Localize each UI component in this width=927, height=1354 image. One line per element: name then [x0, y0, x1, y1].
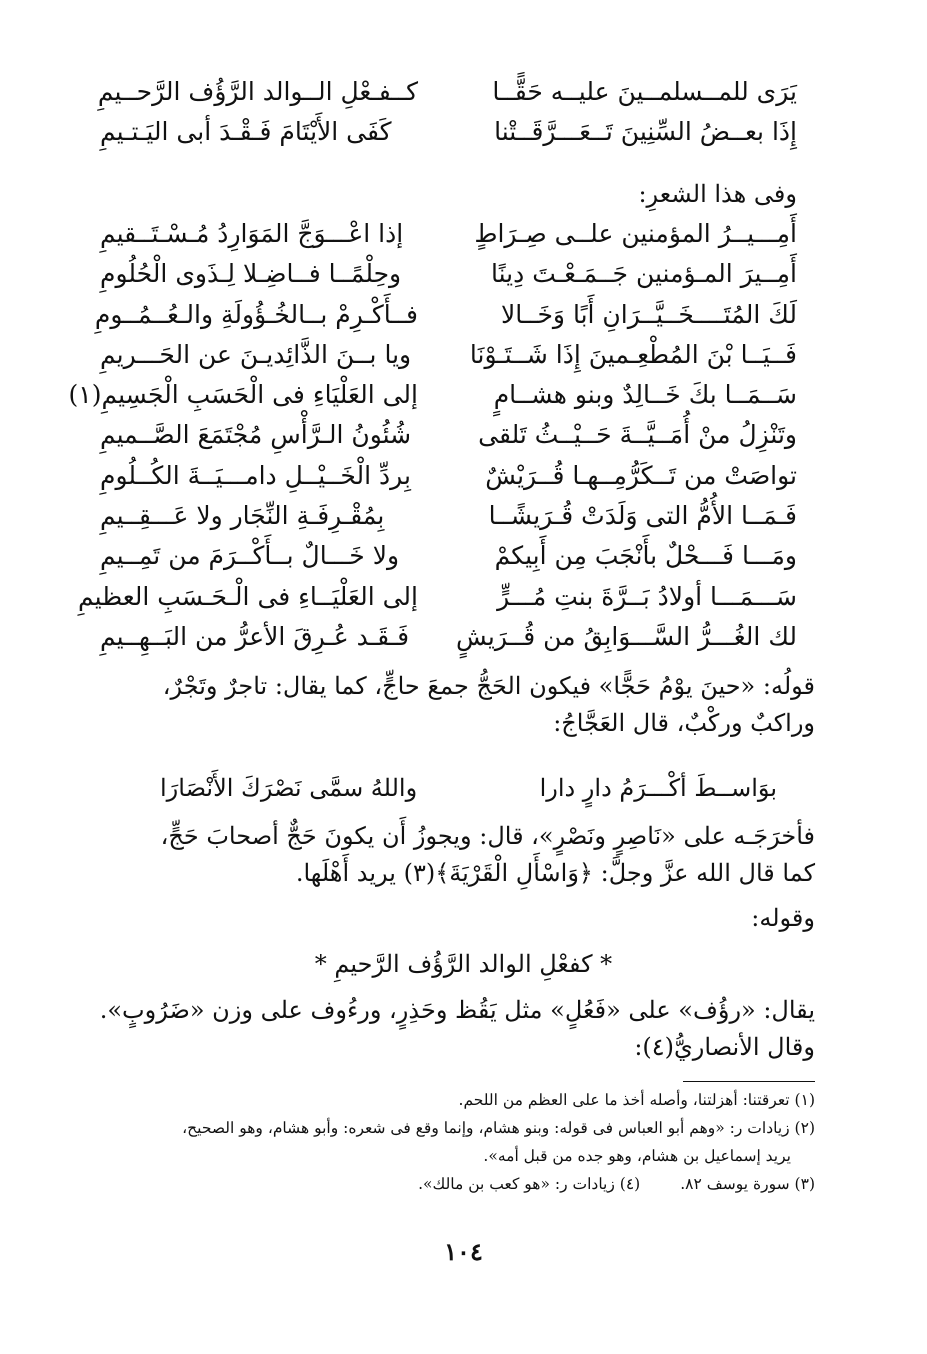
- prose-line: قولُه: «حينَ يوْمُ حَجًّا» فيكون الحَجُّ جمعَ حاجٍّ، كما يقال: تاجرٌ وتَجْرٌ،: [162, 672, 815, 700]
- verse-second-hemistich: بِردِّ الْخَــيْــلِ دامـــيَــةَ الكُــلُومِ: [100, 460, 411, 490]
- footnote-continuation: يريد إسماعيل بن هشام، وهو جده من قبل أمه».: [483, 1147, 791, 1165]
- verse-second-hemistich: ويا بــنَ الذَّائِديـنَ عن الحَـــريمِ: [100, 339, 412, 369]
- prose-line: فأخرَجَـه على «نَاصِرٍ ونَصْرٍ»، قال: ويجوزُ أَن يكونَ حَجٌّ أصحابَ حَجٍّ،: [160, 822, 815, 850]
- verse-second-hemistich: إلى العَلْيَــاءِ فى الْـحَـسَبِ العظيمِ: [78, 581, 418, 611]
- intro-line: وفى هذا الشعرِ:: [638, 180, 797, 208]
- page-number: ١٠٤: [444, 1237, 483, 1266]
- verse-row: [100, 112, 797, 152]
- footnote-4: (٤) زيادات ر: «هو كعب بن مالك».: [418, 1175, 641, 1193]
- quoted-verse: [160, 768, 777, 808]
- verse-second-hemistich: شُئُونُ الـرَّأْسِ مُجْتَمَعَ الصَّــميمِ: [100, 420, 412, 450]
- verse-row: [94, 295, 797, 335]
- footnote: (٢) زيادات ر: «وهم أبو العباس فى قوله: وبنو هشام، وإنما وقع فى شعره: وأبو هشام، وهو الصحيح،: [182, 1119, 815, 1137]
- poem-main: [68, 214, 797, 657]
- verse-second-hemistich: كَفَى الأَيْتَامَ فَـقْـدَ أبى اليَـتـيمِ: [100, 117, 392, 146]
- verse-first-hemistich: فَـمَــا الأُمُّ التى وَلَدَتْ قُـرَيشًــا: [488, 501, 797, 531]
- verse-row: [100, 415, 797, 455]
- prose-line: وقوله:: [751, 904, 815, 932]
- prose-line: كما قال الله عزَّ وجلَّ: ﴿وَاسْأَلِ الْقَرْيَةَ﴾(٣) يريد أَهْلَها.: [295, 859, 815, 887]
- verse-first-hemistich: تواصَتْ من تَــكَرُّمِــهـا قُــرَيْشٌ: [485, 460, 797, 490]
- verse-first-hemistich: لَكَ المُتَــــخَــيَّــرَانِ أَبًا وَخَــالا: [500, 299, 797, 329]
- prose-line: وراكبٌ وركْبٌ، قال العَجَّاجُ:: [553, 709, 815, 737]
- verse-first-hemistich: بوَاســطَ أكْـــرَمُ دارٍ دارا: [539, 774, 777, 802]
- footnote-3: (٣) سورة يوسف ٨٢.: [680, 1175, 815, 1193]
- verse-second-hemistich: فــأَكْـرِمْ بــالخُـؤُولَةِ والـعُــمُــومِ: [94, 299, 418, 329]
- verse-row: [100, 214, 797, 254]
- verse-second-hemistich: ولا خَـــالٌ بــأَكْــرَمَ من تَمِــيمِ: [100, 541, 400, 571]
- verse-first-hemistich: سَــمَــا بكَ خَــالِدٌ وبنو هشــامٍ: [493, 380, 797, 410]
- verse-first-hemistich: فَــيَــا بْنَ المُطْعِـمينَ إِذَا شَــتَـوْنَا: [469, 339, 797, 369]
- verse-second-hemistich: إلى العَلْيَاءِ فى الْحَسَبِ الْجَسِيمِ(١): [68, 380, 418, 410]
- verse-first-hemistich: إِذَا بعــضُ السِّنِينَ تَــعَـــرَّقَــتْنا: [494, 117, 797, 146]
- footnote: [78, 1170, 815, 1198]
- verse-second-hemistich: فَـقَـد عُـرِقَ الأعرُّ من البَــهِــيمِ: [100, 621, 410, 651]
- verse-first-hemistich: وتَنْزِلُ منْ أُمَــيَّــةَ حَــيْــثُ تَلقى: [478, 420, 797, 450]
- verse-first-hemistich: سَـــمَـــا أولادُ بَــرَّةَ بنتِ مُـــرٍّ: [497, 581, 797, 611]
- prose-line: وقال الأنصاريُّ(٤):: [634, 1033, 815, 1061]
- poem-top: [97, 72, 797, 152]
- verse-row: [100, 617, 797, 657]
- verse-row: [97, 72, 797, 112]
- verse-first-hemistich: يَرَى للمــسلمــينَ عليــه حَقًّــا: [492, 77, 797, 106]
- verse-first-hemistich: أَمِــيرَ المـؤمنين جَــمَـعْـتَ دِينًا: [491, 259, 797, 289]
- verse-row: [68, 375, 797, 415]
- verse-row: [100, 335, 797, 375]
- commentary-paragraph: [110, 668, 815, 742]
- prose-line: يقال: «رؤُف» على «فَعُلٍ» مثل يَقُظ وحَذِرٍ، ورءُوف على وزن «ضَرُوبٍ».: [99, 996, 815, 1024]
- verse-row: [100, 254, 797, 294]
- verse-second-hemistich: واللهُ سمَّى نَصْرَكَ الأَنْصَارَا: [160, 774, 418, 802]
- verse-second-hemistich: وحِلْمًــا فــاضِـلا لِـذَوى الْحُلُومِ: [100, 259, 402, 289]
- verse-second-hemistich: بِمُقْـرِفَـةِ النِّجَار ولا عَـــقِــيمِ: [100, 501, 385, 531]
- footnote-divider: [683, 1081, 815, 1082]
- footnote: (١) تعرقتنا: أهزلتنا، وأصله أخذ ما على العظم من اللحم.: [458, 1091, 815, 1109]
- verse-row: [78, 577, 797, 617]
- footnotes: [78, 1086, 815, 1198]
- commentary-paragraph: [99, 992, 815, 1066]
- verse-first-hemistich: أَمِـــيــرُ المؤمنين علــى صِـرَاطٍ: [474, 219, 797, 248]
- commentary-paragraph: [110, 900, 815, 937]
- centered-verse: * كفعْلِ الوالد الرَّؤُف الرَّحيمِ *: [314, 950, 613, 978]
- verse-row: [100, 496, 797, 536]
- verse-second-hemistich: كــفـعْلِ الــوالد الرَّؤُف الرَّحــيمِ: [97, 77, 418, 106]
- verse-first-hemistich: لك الغُـــرُّ السَّـــوَابِقُ من قُــرَيشٍ: [455, 621, 797, 651]
- verse-first-hemistich: ومَـــا فَـــحْلٌ بأَنْجَبَ مِن أَبِيكمْ: [494, 541, 797, 571]
- verse-row: [100, 456, 797, 496]
- verse-second-hemistich: إذا اعْـــوَجَّ المَوَارِدُ مُـسْـتَــقيمِ: [100, 219, 404, 248]
- verse-row: [100, 536, 797, 576]
- commentary-paragraph: [110, 818, 815, 892]
